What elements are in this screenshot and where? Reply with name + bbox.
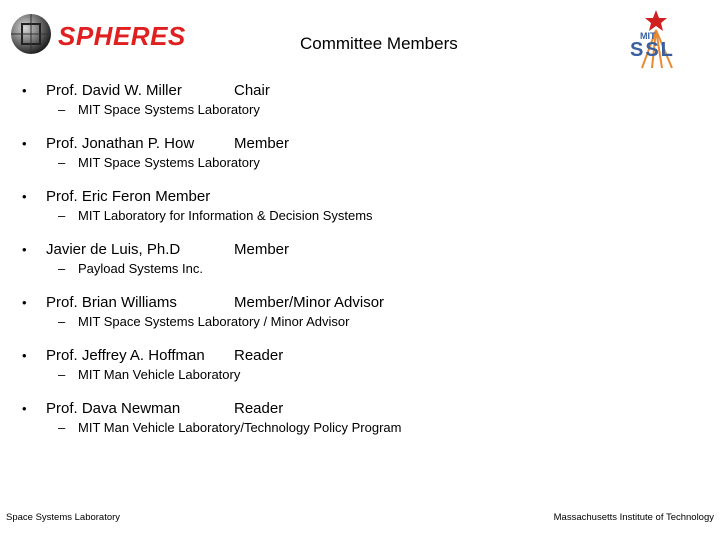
member-name: Prof. Jonathan P. How [46, 135, 195, 152]
member-item [0, 135, 720, 175]
member-role: Reader [234, 400, 284, 417]
sphere-icon [8, 10, 54, 56]
sub-bullet: – [58, 420, 66, 435]
footer-lab-name: Space Systems Laboratory [6, 512, 121, 523]
member-affiliation: MIT Space Systems Laboratory / Minor Advisor [78, 314, 350, 329]
member-name: Javier de Luis, Ph.D [46, 241, 181, 258]
member-affiliation: Payload Systems Inc. [78, 261, 203, 276]
member-affiliation: MIT Space Systems Laboratory [78, 155, 260, 170]
sub-bullet: – [58, 102, 66, 117]
member-name: Prof. Eric Feron Member [46, 188, 211, 205]
member-name: Prof. Brian Williams [46, 294, 177, 311]
bullet: • [22, 295, 27, 310]
member-affiliation: MIT Space Systems Laboratory [78, 102, 260, 117]
member-item [0, 82, 720, 122]
member-item [0, 400, 720, 440]
bullet: • [22, 348, 27, 363]
member-affiliation: MIT Man Vehicle Laboratory [78, 367, 241, 382]
sub-bullet: – [58, 314, 66, 329]
member-name: Prof. Jeffrey A. Hoffman [46, 347, 205, 364]
bullet: • [22, 242, 27, 257]
sub-bullet: – [58, 208, 66, 223]
page-title: Committee Members [300, 34, 458, 53]
sub-bullet: – [58, 367, 66, 382]
bullet: • [22, 189, 27, 204]
bullet: • [22, 136, 27, 151]
ssl-logo-ssl: SSL [630, 39, 675, 61]
footer-institution: Massachusetts Institute of Technology [553, 512, 714, 523]
member-affiliation: MIT Laboratory for Information & Decision Systems [78, 208, 373, 223]
member-name: Prof. David W. Miller [46, 82, 182, 99]
ssl-logo-mit: MIT [640, 31, 656, 41]
mit-ssl-logo [612, 8, 702, 70]
member-affiliation: MIT Man Vehicle Laboratory/Technology Policy Program [78, 420, 402, 435]
logo-text: SPHERES [58, 21, 186, 51]
member-item [0, 188, 720, 228]
member-item [0, 294, 720, 334]
spheres-logo [8, 10, 188, 60]
star-icon [645, 10, 667, 31]
member-role: Chair [234, 82, 270, 99]
sub-bullet: – [58, 261, 66, 276]
member-item [0, 347, 720, 387]
member-item [0, 241, 720, 281]
member-role: Member [234, 241, 290, 258]
sub-bullet: – [58, 155, 66, 170]
bullet: • [22, 401, 27, 416]
bullet: • [22, 83, 27, 98]
member-role: Member [234, 135, 290, 152]
member-role: Reader [234, 347, 284, 364]
member-role: Member/Minor Advisor [234, 294, 385, 311]
member-name: Prof. Dava Newman [46, 400, 181, 417]
